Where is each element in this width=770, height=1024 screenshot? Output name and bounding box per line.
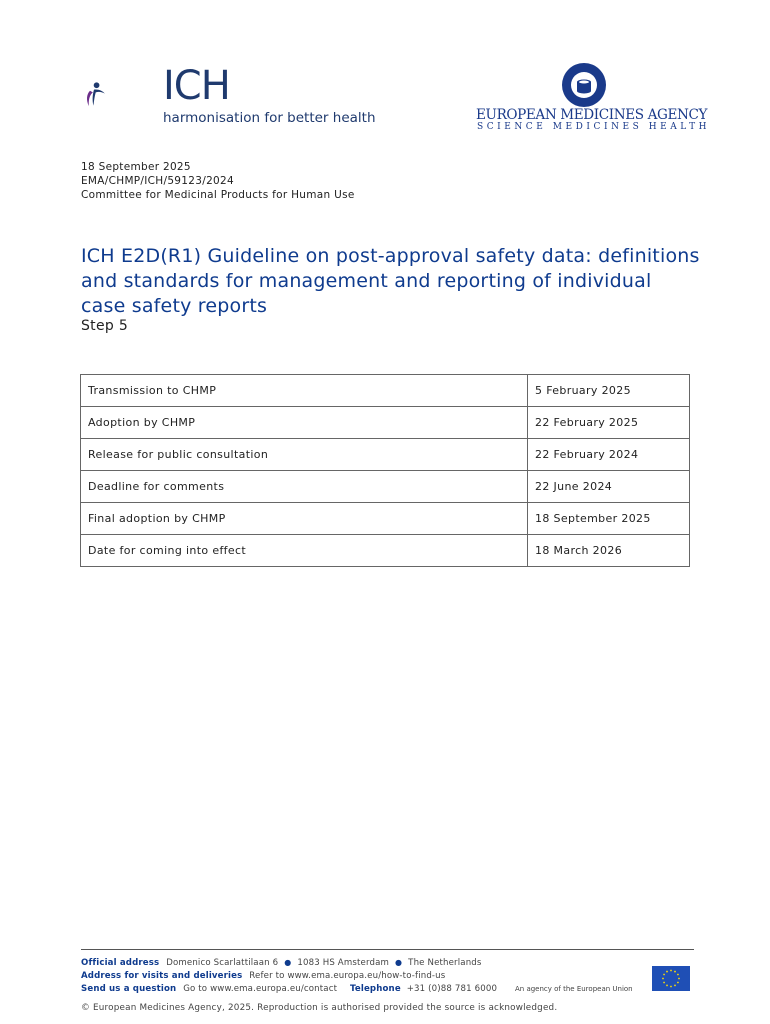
timeline-date: 22 June 2024 [528, 471, 690, 503]
ich-logo-emblem [86, 50, 166, 140]
address-country: The Netherlands [408, 958, 482, 968]
timeline-label: Deadline for comments [81, 471, 528, 503]
timeline-date: 22 February 2025 [528, 407, 690, 439]
eu-star-icon [666, 971, 668, 973]
table-row [81, 471, 690, 503]
document-reference: EMA/CHMP/ICH/59123/2024 [81, 175, 234, 187]
question-label: Send us a question [81, 984, 177, 994]
footer-visits [81, 971, 445, 981]
table-row [81, 375, 690, 407]
official-address-label: Official address [81, 958, 160, 968]
timeline-label: Final adoption by CHMP [81, 503, 528, 535]
ich-wordmark: ICH [163, 63, 230, 109]
eu-star-icon [674, 985, 676, 987]
table-row [81, 439, 690, 471]
timeline-label: Date for coming into effect [81, 535, 528, 567]
eu-agency-label: An agency of the European Union [515, 985, 633, 993]
ema-subtitle: SCIENCE MEDICINES HEALTH [477, 122, 711, 132]
ich-logo-swoosh-left [87, 91, 93, 106]
document-date: 18 September 2025 [81, 161, 191, 173]
visits-label: Address for visits and deliveries [81, 971, 243, 981]
document-step: Step 5 [81, 318, 129, 334]
timeline-date: 18 September 2025 [528, 503, 690, 535]
footer-official-address [81, 958, 482, 968]
table-row [81, 407, 690, 439]
address-city: 1083 HS Amsterdam [297, 958, 390, 968]
ema-emblem-icon [561, 62, 607, 108]
eu-star-icon [670, 970, 672, 972]
bullet-icon: ● [284, 958, 292, 967]
eu-star-icon [663, 974, 665, 976]
ich-tagline: harmonisation for better health [163, 110, 376, 126]
document-title: ICH E2D(R1) Guideline on post-approval safety data: definitions and standards for management and reporting of individual case safety reports [81, 245, 700, 317]
timeline-date: 18 March 2026 [528, 535, 690, 567]
committee-name: Committee for Medicinal Products for Human Use [81, 189, 355, 201]
eu-star-icon [662, 978, 664, 980]
eu-star-icon [674, 971, 676, 973]
eu-flag-icon [652, 966, 690, 991]
bullet-icon: ● [395, 958, 403, 967]
table-row [81, 535, 690, 567]
footer-divider [81, 949, 694, 950]
timeline-label: Transmission to CHMP [81, 375, 528, 407]
eu-star-icon [677, 974, 679, 976]
visits-link[interactable]: Refer to www.ema.europa.eu/how-to-find-us [249, 971, 446, 981]
timeline-date: 22 February 2024 [528, 439, 690, 471]
ich-logo-dot [94, 82, 100, 88]
timeline-label: Adoption by CHMP [81, 407, 528, 439]
timeline-table [80, 374, 690, 567]
eu-star-icon [678, 978, 680, 980]
ich-logo-figure [93, 89, 105, 105]
eu-star-icon [670, 986, 672, 988]
eu-star-icon [666, 985, 668, 987]
eu-star-icon [663, 982, 665, 984]
address-street: Domenico Scarlattilaan 6 [166, 958, 279, 968]
footer-contact [81, 984, 497, 994]
table-row [81, 503, 690, 535]
ema-name: EUROPEAN MEDICINES AGENCY [476, 107, 708, 123]
telephone-number: +31 (0)88 781 6000 [406, 984, 498, 994]
copyright-notice: © European Medicines Agency, 2025. Reproduction is authorised provided the source is acknowledged. [81, 1003, 558, 1013]
timeline-label: Release for public consultation [81, 439, 528, 471]
contact-link[interactable]: Go to www.ema.europa.eu/contact [183, 984, 338, 994]
timeline-date: 5 February 2025 [528, 375, 690, 407]
telephone-label: Telephone [350, 984, 401, 994]
eu-star-icon [677, 982, 679, 984]
